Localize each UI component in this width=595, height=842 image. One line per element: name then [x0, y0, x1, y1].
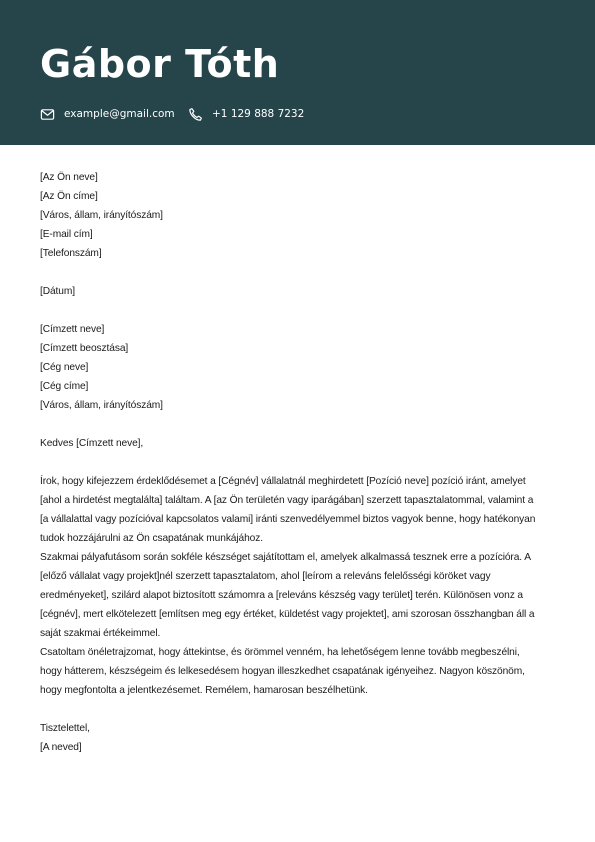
recipient-city: [Város, állam, irányítószám] — [40, 400, 163, 411]
letter-body — [40, 168, 560, 757]
salutation: Kedves [Címzett neve], — [40, 438, 144, 449]
sender-address: [Az Ön címe] — [40, 191, 98, 202]
paragraph-line: Csatoltam önéletrajzomat, hogy áttekintse, és örömmel venném, ha lehetőségem lenne tovább megbeszélni, — [40, 647, 520, 658]
recipient-title: [Címzett beosztása] — [40, 343, 129, 354]
paragraph-line: [cégnév], mert elkötelezett [említsen meg egy értéket, küldetést vagy projektet], ami szorosan összhangban áll a — [40, 609, 535, 620]
letter-date: [Dátum] — [40, 286, 75, 297]
sender-city: [Város, állam, irányítószám] — [40, 210, 163, 221]
paragraph-line: [ahol a hirdetést megtalálta] találtam. A [az Ön területén vagy iparágában] szerzett tapasztalatommal, valamint a — [40, 495, 534, 506]
paragraph-3 — [40, 643, 560, 700]
paragraph-line: hogy megfontolta a jelentkezésemet. Remélem, hamarosan beszélhetünk. — [40, 685, 368, 696]
phone-text[interactable]: +1 129 888 7232 — [212, 108, 305, 120]
recipient-company: [Cég neve] — [40, 362, 89, 373]
applicant-name: Gábor Tóth — [40, 42, 280, 86]
header-banner — [0, 0, 595, 145]
envelope-icon — [40, 107, 55, 122]
contact-phone[interactable] — [188, 106, 304, 122]
sender-email: [E-mail cím] — [40, 229, 93, 240]
recipient-address: [Cég címe] — [40, 381, 89, 392]
paragraph-line: [előző vállalat vagy projekt]nél szerzett tapasztalatom, ahol [leírom a releváns felelősségi köröket vagy — [40, 571, 491, 582]
phone-icon — [188, 107, 203, 122]
paragraph-line: [a vállalattal vagy pozícióval kapcsolatos valami] iránti szenvedélyemmel biztos vagyok benne, hogy hatékonyan — [40, 514, 536, 525]
paragraph-line: hogy hátterem, készségeim és lelkesedésem hogyan illeszkedhet csapatának igényeihez. Nagyon köszönöm, — [40, 666, 525, 677]
closing: Tisztelettel, — [40, 723, 90, 734]
paragraph-line: tudok hozzájárulni az Ön csapatának munkájához. — [40, 533, 263, 544]
paragraph-2 — [40, 548, 560, 643]
paragraph-line: Szakmai pályafutásom során sokféle készséget sajátítottam el, amelyek alkalmassá tesznek erre a pozícióra. A — [40, 552, 531, 563]
contact-email[interactable] — [40, 106, 175, 122]
paragraph-1 — [40, 472, 560, 548]
paragraph-line: Írok, hogy kifejezzem érdeklődésemet a [Cégnév] vállalatnál meghirdetett [Pozíció neve] pozíció iránt, amelyet — [40, 476, 526, 487]
email-text[interactable]: example@gmail.com — [64, 108, 175, 120]
recipient-block — [40, 320, 560, 415]
signature: [A neved] — [40, 742, 82, 753]
recipient-name: [Címzett neve] — [40, 324, 105, 335]
sender-block — [40, 168, 560, 263]
paragraph-line: saját szakmai értékeimmel. — [40, 628, 161, 639]
sender-phone: [Telefonszám] — [40, 248, 102, 259]
paragraph-line: eredményeket], szilárd alapot biztosított számomra a [releváns készség vagy terület] terén. Különösen vonz a — [40, 590, 523, 601]
sender-name: [Az Ön neve] — [40, 172, 98, 183]
